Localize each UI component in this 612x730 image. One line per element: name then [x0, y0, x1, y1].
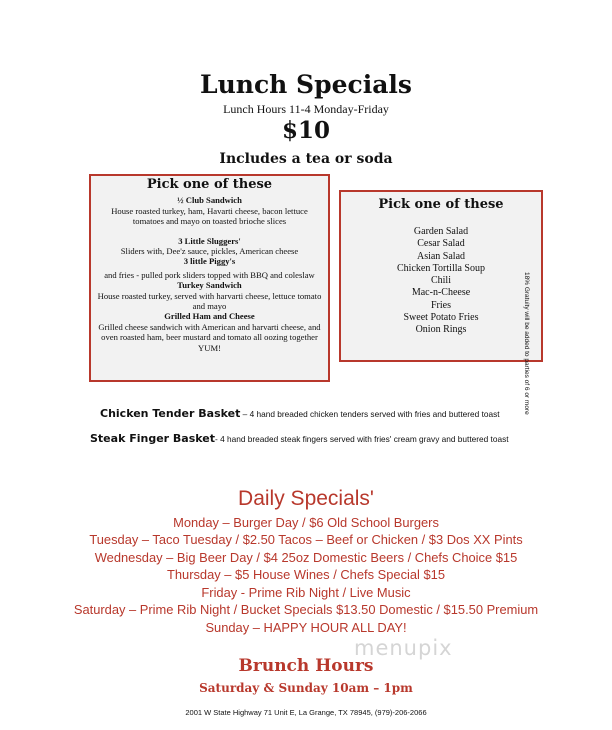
lunch-hours: Lunch Hours 11-4 Monday-Friday	[223, 102, 389, 116]
sandwich-choice-box	[89, 174, 330, 382]
side-item: Mac-n-Cheese	[411, 287, 471, 299]
brunch-title: Brunch Hours	[238, 656, 374, 676]
menu-item-name: 3 Little Sluggers'	[178, 235, 241, 246]
side-item: Garden Salad	[413, 226, 469, 237]
lunch-title: Lunch Specials	[200, 70, 412, 99]
chicken-tender-basket	[100, 407, 500, 420]
daily-special-monday: Monday – Burger Day / $6 Old School Burgers	[173, 515, 439, 530]
side-item: Chili	[430, 275, 451, 287]
menu-item-name: Turkey Sandwich	[177, 280, 242, 291]
basket-desc: - 4 hand breaded steak fingers served with fries' cream gravy and buttered toast	[215, 434, 509, 444]
basket-name: Chicken Tender Basket	[100, 407, 241, 420]
menu-item-desc: House roasted turkey, ham, Havarti cheese, bacon lettuce tomatoes and mayo on toasted brioche slices	[111, 205, 308, 227]
side-item: Asian Salad	[416, 250, 466, 262]
side-item: Fries	[431, 299, 451, 311]
lunch-includes: Includes a tea or soda	[219, 151, 393, 167]
address: 2001 W State Highway 71 Unit E, La Grange, TX 78945, (979)-206-2066	[185, 708, 427, 717]
menu-item	[97, 195, 322, 226]
daily-special-thursday: Thursday – $5 House Wines / Chefs Special $15	[166, 567, 445, 582]
side-item: Onion Rings	[415, 324, 467, 336]
side-choice-box	[339, 190, 543, 362]
menu-item	[97, 256, 322, 280]
daily-special-friday: Friday - Prime Rib Night / Live Music	[201, 585, 411, 600]
menu-item-desc: Sliders with, Dee'z sauce, pickles, American cheese	[120, 246, 299, 257]
menu-item-name: ½ Club Sandwich	[177, 195, 242, 206]
menu-item-name: Grilled Ham and Cheese	[164, 311, 255, 322]
daily-special-sunday: Sunday – HAPPY HOUR ALL DAY!	[205, 620, 407, 635]
menu-item-desc: and fries - pulled pork sliders topped with BBQ and coleslaw	[104, 269, 315, 280]
menu-item-desc: Grilled cheese sandwich with American and harvarti cheese, and oven roasted ham, beer mustard and tomato all oozing together YUM!	[98, 321, 321, 353]
daily-special-saturday: Saturday – Prime Rib Night / Bucket Specials $13.50 Domestic / $15.50 Premium	[73, 602, 539, 617]
menu-item	[97, 280, 322, 311]
steak-finger-basket	[90, 432, 509, 445]
side-box-title: Pick one of these	[378, 197, 504, 212]
side-item: Chicken Tortilla Soup	[397, 262, 485, 274]
menu-item-name: 3 little Piggy's	[183, 256, 236, 267]
menu-item-desc: House roasted turkey, served with harvarti cheese, lettuce tomato and mayo	[97, 290, 322, 312]
menu-item	[97, 311, 322, 353]
side-item: Cesar Salad	[417, 238, 465, 250]
gratuity-note: 18% Gratuity will be added to parties of 6 or more	[523, 272, 530, 415]
sandwich-box-title: Pick one of these	[146, 177, 273, 192]
brunch-time: Saturday & Sunday 10am – 1pm	[199, 681, 413, 695]
basket-name: Steak Finger Basket	[90, 432, 216, 445]
basket-desc: – 4 hand breaded chicken tenders served with fries and buttered toast	[240, 409, 500, 419]
menu-item	[97, 236, 322, 257]
daily-special-wednesday: Wednesday – Big Beer Day / $4 25oz Domestic Beers / Chefs Choice $15	[94, 550, 518, 565]
side-item: Sweet Potato Fries	[403, 312, 479, 324]
daily-special-tuesday: Tuesday – Taco Tuesday / $2.50 Tacos – Beef or Chicken / $3 Dos XX Pints	[89, 532, 523, 547]
daily-specials-title: Daily Specials'	[238, 487, 374, 510]
watermark: menupix	[354, 636, 453, 660]
lunch-price: $10	[281, 117, 330, 144]
